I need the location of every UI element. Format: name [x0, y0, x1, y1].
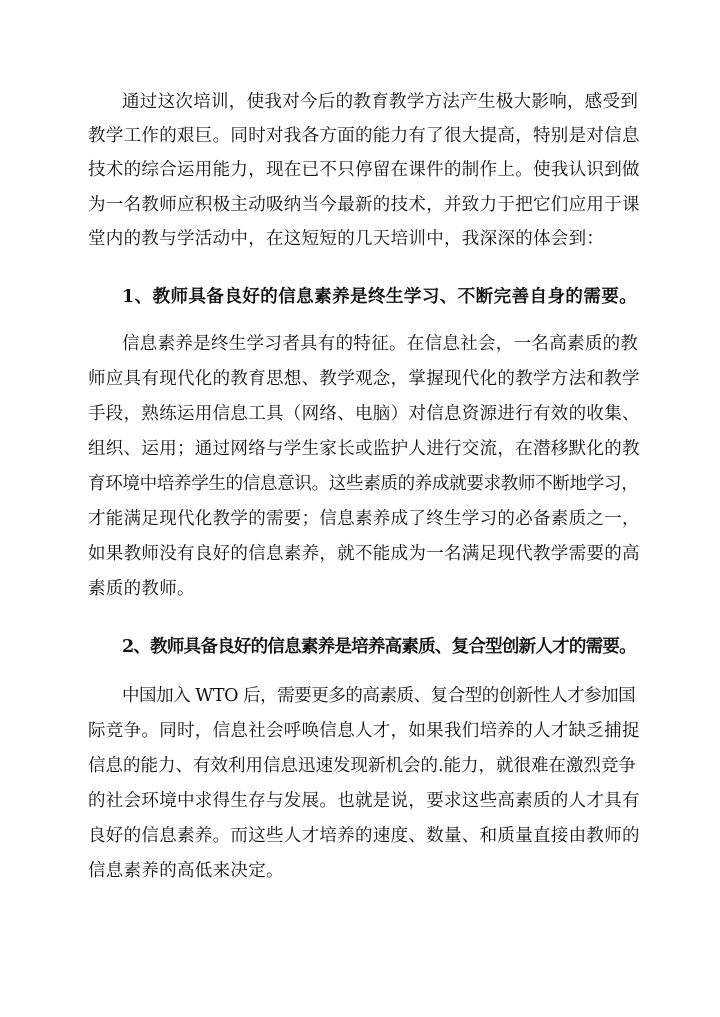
paragraph-3-line-2: 际竞争。同时，信息社会呼唤信息人才，如果我们培养的人才缺乏捕捉	[88, 721, 640, 741]
paragraph-2-line-7: 如果教师没有良好的信息素养，就不能成为一名满足现代教学需要的高	[88, 544, 640, 564]
paragraph-2-line-5: 育环境中培养学生的信息意识。这些素质的养成就要求教师不断地学习，	[88, 474, 639, 494]
paragraph-2-line-2: 师应具有现代化的教育思想、教学观念，掌握现代化的教学方法和教学	[88, 369, 640, 389]
paragraph-1-line-5: 堂内的教与学活动中，在这短短的几天培训中，我深深的体会到：	[88, 229, 605, 249]
paragraph-3-line-1: 中国加入 WTO 后，需要更多的高素质、复合型的创新性人才参加国	[122, 686, 636, 706]
paragraph-3-line-3: 信息的能力、有效利用信息迅速发现新机会的.能力，就很难在激烈竞争	[88, 756, 637, 776]
paragraph-1-line-1: 通过这次培训，使我对今后的教育教学方法产生极大影响，感受到	[122, 92, 639, 112]
paragraph-3-line-5: 良好的信息素养。而这些人才培养的速度、数量、和质量直接由教师的	[88, 826, 640, 846]
paragraph-1-line-3: 技术的综合运用能力，现在已不只停留在课件的制作上。使我认识到做	[88, 160, 640, 180]
paragraph-2-line-4: 组织、运用；通过网络与学生家长或监护人进行交流，在潜移默化的教	[88, 439, 640, 459]
paragraph-2-line-6: 才能满足现代化教学的需要；信息素养成了终生学习的必备素质之一，	[88, 509, 640, 529]
section-heading-1: 1、教师具备良好的信息素养是终生学习、不断完善自身的需要。	[122, 287, 638, 307]
paragraph-2-line-8: 素质的教师。	[88, 579, 195, 599]
paragraph-3-line-6: 信息素养的高低来决定。	[88, 861, 284, 881]
paragraph-3-line-4: 的社会环境中求得生存与发展。也就是说，要求这些高素质的人才具有	[88, 791, 640, 811]
paragraph-2-line-1: 信息素养是终生学习者具有的特征。在信息社会，一名高素质的教	[122, 334, 639, 354]
section-heading-2: 2、教师具备良好的信息素养是培养高素质、复合型创新人才的需要。	[122, 637, 636, 657]
paragraph-1-line-2: 教学工作的艰巨。同时对我各方面的能力有了很大提高，特别是对信息	[88, 126, 640, 146]
paragraph-2-line-3: 手段，熟练运用信息工具（网络、电脑）对信息资源进行有效的收集、	[88, 404, 640, 424]
paragraph-1-line-4: 为一名教师应积极主动吸纳当今最新的技术，并致力于把它们应用于课	[88, 195, 640, 215]
